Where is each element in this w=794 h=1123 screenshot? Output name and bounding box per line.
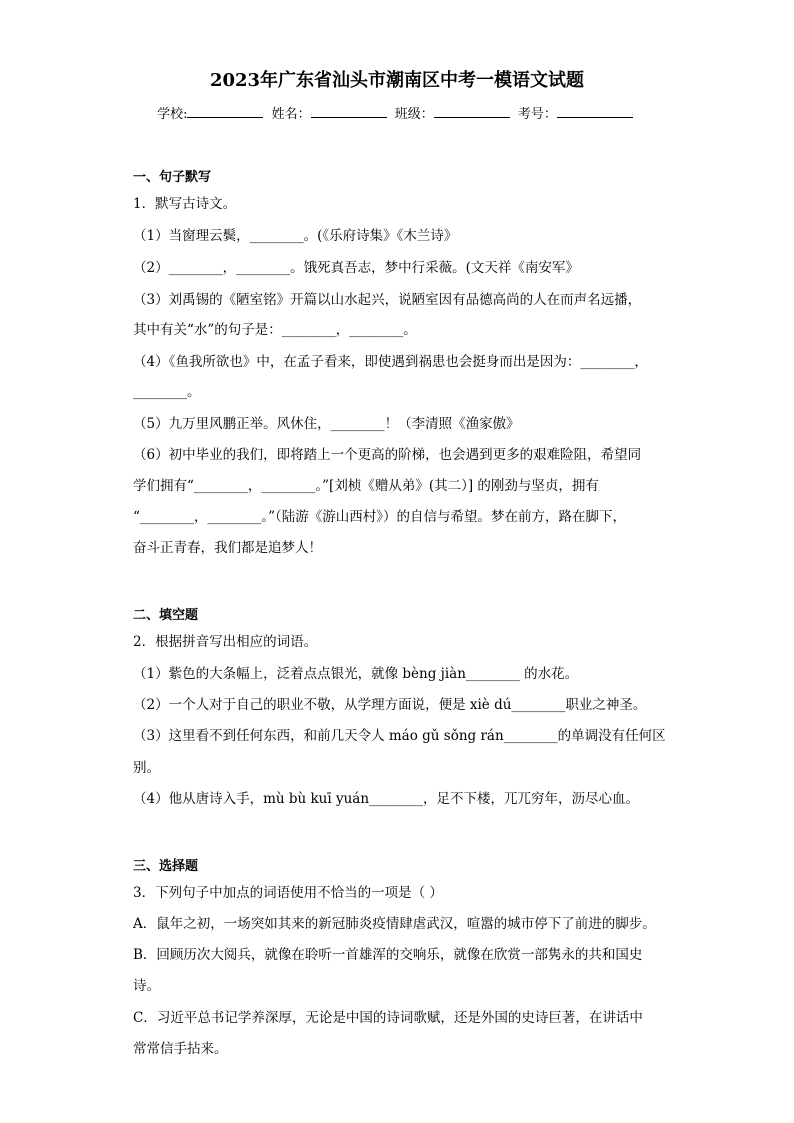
page-title: 2023年广东省汕头市潮南区中考一模语文试题 — [209, 70, 585, 91]
q1-line-4: 其中有关“水”的句子是：________，________。 — [133, 322, 417, 338]
q1-line-6: ________。 — [133, 384, 201, 400]
q2-line-1: （1）紫色的大条幅上，泛着点点银光，就像 bèng jiàn________ 的水花。 — [133, 666, 579, 682]
q1-line-11: 奋斗正青春，我们都是追梦人！ — [133, 540, 322, 556]
number-blank[interactable] — [557, 103, 633, 118]
q3-option-b-cont: 诗。 — [133, 978, 160, 994]
q1-line-7: （5）九万里风鹏正举。风休住，________！（李清照《渔家傲》 — [133, 416, 520, 432]
number-label: 考号： — [517, 107, 557, 122]
q1-line-5: （4）《鱼我所欲也》中，在孟子看来，即使遇到祸患也会挺身而出是因为：________， — [133, 354, 648, 370]
q3-option-c-cont: 常常信手拈来。 — [133, 1041, 228, 1057]
section-heading-1: 一、句子默写 — [133, 170, 212, 185]
q2-line-2: （2）一个人对于自己的职业不敬，从学理方面说，便是 xiè dú________职业之神圣。 — [133, 697, 647, 713]
q3-option-c: C．习近平总书记学养深厚，无论是中国的诗词歌赋，还是外国的史诗巨著，在讲话中 — [133, 1010, 643, 1026]
school-label: 学校: — [157, 107, 188, 122]
name-blank[interactable] — [311, 103, 387, 118]
class-blank[interactable] — [434, 103, 510, 118]
section-heading-2: 二、填空题 — [133, 608, 199, 623]
q2-line-3: （3）这里看不到任何东西，和前几天令人 máo gǔ sǒng rán________的单调没有任何区 — [133, 728, 666, 744]
section-heading-3: 三、选择题 — [133, 859, 199, 874]
question-1: 1．默写古诗文。 — [133, 196, 237, 212]
q2-line-5: （4）他从唐诗入手，mù bù kuī yuán________，足不下楼，兀兀穷年，沥尽心血。 — [133, 791, 640, 807]
q1-line-10: “________，________。”（陆游《游山西村》）的自信与希望。梦在前方，路在脚下， — [133, 509, 627, 525]
q3-option-a: A．鼠年之初，一场突如其来的新冠肺炎疫情肆虐武汉，喧嚣的城市停下了前进的脚步。 — [133, 916, 656, 932]
question-2: 2．根据拼音写出相应的词语。 — [133, 634, 318, 650]
student-info-line — [0, 103, 794, 122]
q3-option-b: B．回顾历次大阅兵，就像在聆听一首雄浑的交响乐，就像在欣赏一部隽永的共和国史 — [133, 947, 643, 963]
q1-line-1: （1）当窗理云鬓，________。(《乐府诗集》《木兰诗》 — [133, 228, 458, 244]
class-label: 班级： — [394, 107, 434, 122]
q2-line-4: 别。 — [133, 760, 160, 776]
q1-line-2: （2）________，________。饿死真吾志，梦中行采薇。(文天祥《南安军》 — [133, 260, 579, 276]
q1-line-9: 学们拥有“________，________。”[刘桢《赠从弟》(其二）] 的刚劲与坚贞，拥有 — [133, 478, 599, 494]
q1-line-8: （6）初中毕业的我们，即将踏上一个更高的阶梯，也会遇到更多的艰难险阻，希望同 — [133, 447, 642, 463]
school-blank[interactable] — [187, 103, 263, 118]
q1-line-3: （3）刘禹锡的《陋室铭》开篇以山水起兴，说陋室因有品德高尚的人在而声名远播， — [133, 292, 642, 308]
question-3: 3．下列句子中加点的词语使用不恰当的一项是（ ） — [133, 885, 443, 901]
name-label: 姓名： — [271, 107, 311, 122]
